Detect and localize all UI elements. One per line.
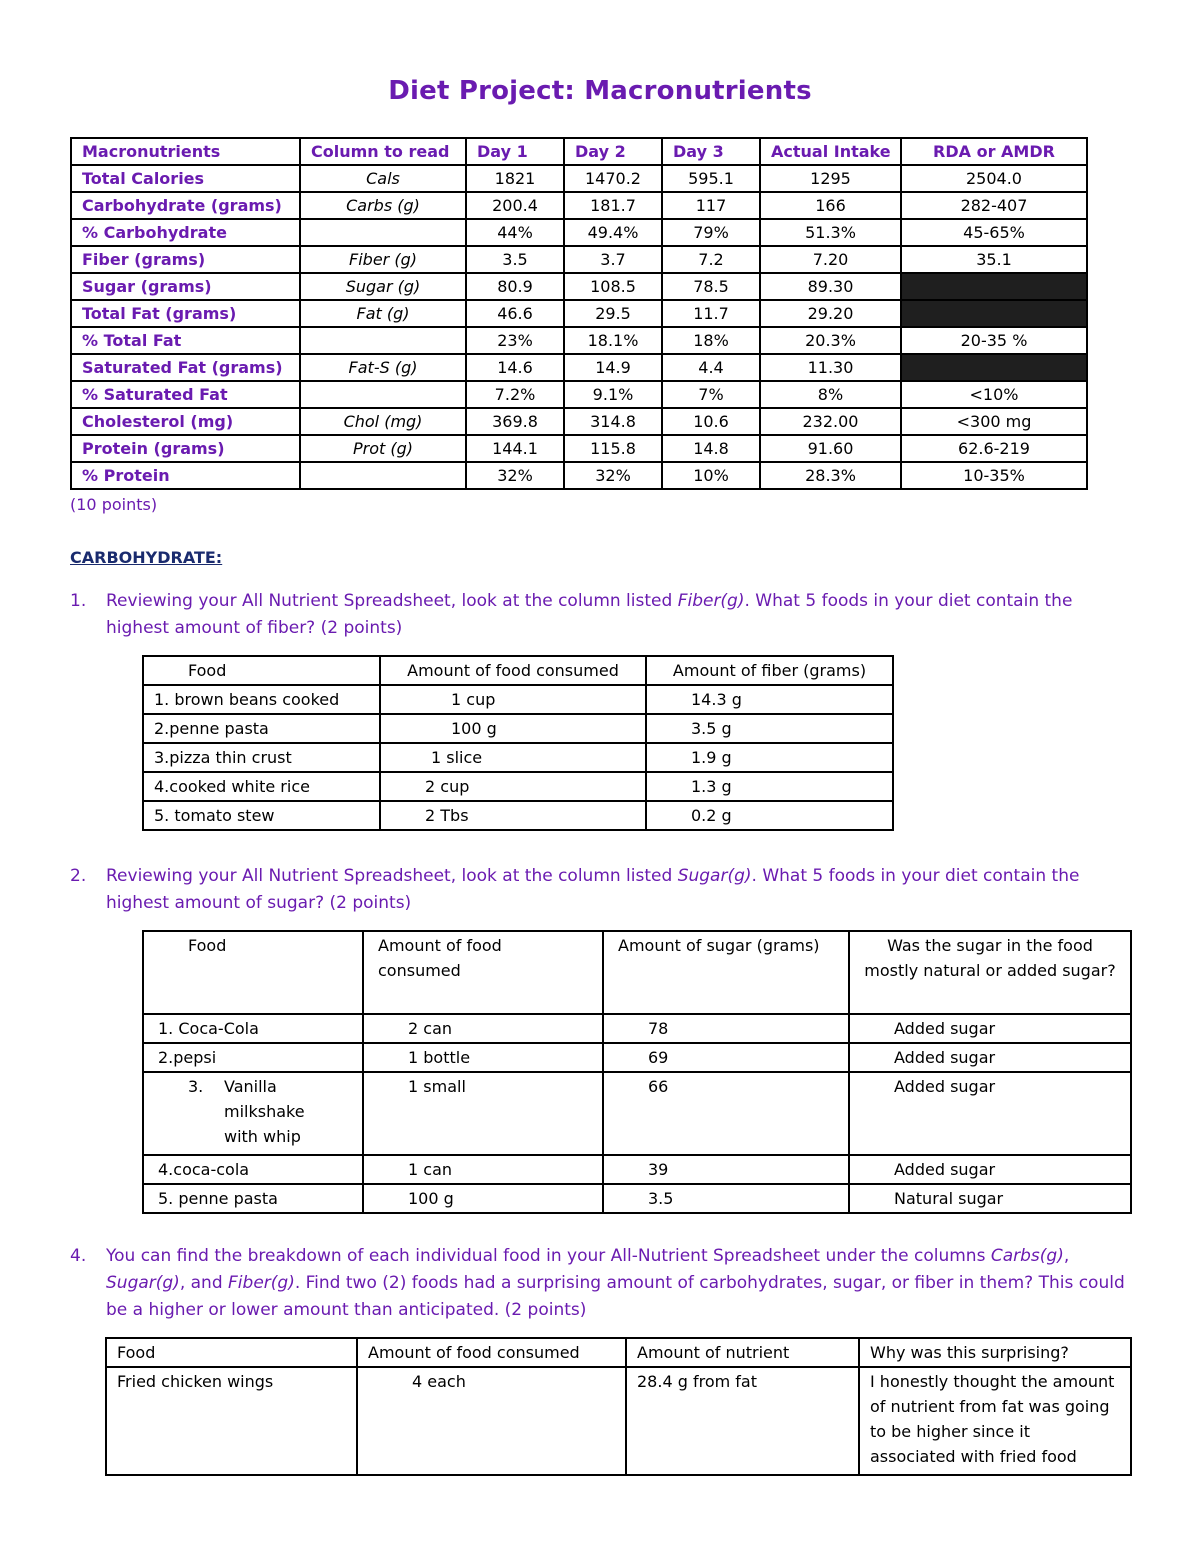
table-row — [143, 685, 893, 714]
rda-cell: 2504.0 — [901, 165, 1087, 192]
row-label: % Total Fat — [71, 327, 300, 354]
table-row — [143, 743, 893, 772]
row-label: % Protein — [71, 462, 300, 489]
header-cell: Food — [143, 931, 363, 1014]
header-cell: Amount of food consumed — [363, 931, 603, 1014]
header-cell: Amount of sugar (grams) — [603, 931, 849, 1014]
table-row — [71, 435, 1087, 462]
header-cell: Amount of food consumed — [380, 656, 646, 685]
row-label: Cholesterol (mg) — [71, 408, 300, 435]
day1-cell: 46.6 — [466, 300, 564, 327]
question-number: 2. — [70, 866, 87, 886]
amount-cell: 4 each — [357, 1367, 626, 1475]
header-cell: Food — [143, 656, 380, 685]
amount-cell: 2 can — [363, 1014, 603, 1043]
fiber-cell: 3.5 g — [646, 714, 893, 743]
header-cell: Food — [106, 1338, 357, 1367]
day3-cell: 7% — [662, 381, 760, 408]
day3-cell: 79% — [662, 219, 760, 246]
day2-cell: 9.1% — [564, 381, 662, 408]
header-cell: Day 1 — [466, 138, 564, 165]
page-title: Diet Project: Macronutrients — [388, 76, 812, 106]
sugar-cell: 3.5 — [603, 1184, 849, 1213]
day3-cell: 78.5 — [662, 273, 760, 300]
sugar-cell: 78 — [603, 1014, 849, 1043]
amount-cell: 100 g — [380, 714, 646, 743]
amount-cell: 1 small — [363, 1072, 603, 1155]
day1-cell: 80.9 — [466, 273, 564, 300]
macronutrients-table — [70, 137, 1088, 490]
fiber-cell: 1.9 g — [646, 743, 893, 772]
day1-cell: 3.5 — [466, 246, 564, 273]
header-cell: Actual Intake — [760, 138, 901, 165]
table-row — [71, 300, 1087, 327]
table-row — [143, 1072, 1131, 1155]
food-cell: 5. penne pasta — [143, 1184, 363, 1213]
header-cell: Amount of food consumed — [357, 1338, 626, 1367]
actual-cell: 20.3% — [760, 327, 901, 354]
table-row — [71, 273, 1087, 300]
sugar-cell: 66 — [603, 1072, 849, 1155]
amount-cell: 1 slice — [380, 743, 646, 772]
section-heading: CARBOHYDRATE: — [70, 548, 223, 567]
day3-cell: 11.7 — [662, 300, 760, 327]
actual-cell: 7.20 — [760, 246, 901, 273]
sugar-cell: 39 — [603, 1155, 849, 1184]
day2-cell: 314.8 — [564, 408, 662, 435]
row-label: Total Calories — [71, 165, 300, 192]
actual-cell: 11.30 — [760, 354, 901, 381]
header-cell: Day 3 — [662, 138, 760, 165]
header-cell: Amount of fiber (grams) — [646, 656, 893, 685]
day2-cell: 115.8 — [564, 435, 662, 462]
points-note: (10 points) — [70, 495, 158, 514]
header-cell: Column to read — [300, 138, 466, 165]
table-row — [143, 772, 893, 801]
day1-cell: 200.4 — [466, 192, 564, 219]
day3-cell: 10.6 — [662, 408, 760, 435]
table-row — [143, 1155, 1131, 1184]
table-row — [71, 354, 1087, 381]
table-header-row — [106, 1338, 1131, 1367]
day1-cell: 144.1 — [466, 435, 564, 462]
food-cell: 1. Coca-Cola — [143, 1014, 363, 1043]
day3-cell: 4.4 — [662, 354, 760, 381]
day2-cell: 3.7 — [564, 246, 662, 273]
column-cell: Chol (mg) — [300, 408, 466, 435]
day1-cell: 32% — [466, 462, 564, 489]
column-cell — [300, 462, 466, 489]
header-cell: Day 2 — [564, 138, 662, 165]
rda-cell-shaded — [901, 300, 1087, 327]
table-row — [71, 219, 1087, 246]
row-label: Carbohydrate (grams) — [71, 192, 300, 219]
type-cell: Added sugar — [849, 1043, 1131, 1072]
day3-cell: 595.1 — [662, 165, 760, 192]
day2-cell: 181.7 — [564, 192, 662, 219]
header-cell: Macronutrients — [71, 138, 300, 165]
food-cell — [143, 1072, 363, 1155]
food-cell: 2.pepsi — [143, 1043, 363, 1072]
food-cell: 5. tomato stew — [143, 801, 380, 830]
rda-cell: <300 mg — [901, 408, 1087, 435]
day1-cell: 23% — [466, 327, 564, 354]
column-cell — [300, 219, 466, 246]
day3-cell: 117 — [662, 192, 760, 219]
question-number: 4. — [70, 1246, 87, 1266]
day2-cell: 14.9 — [564, 354, 662, 381]
nutrient-cell: 28.4 g from fat — [626, 1367, 859, 1475]
column-cell: Carbs (g) — [300, 192, 466, 219]
question-number: 1. — [70, 591, 87, 611]
amount-cell: 2 cup — [380, 772, 646, 801]
table-row — [71, 408, 1087, 435]
column-cell: Cals — [300, 165, 466, 192]
rda-cell: 62.6-219 — [901, 435, 1087, 462]
day3-cell: 14.8 — [662, 435, 760, 462]
rda-cell-shaded — [901, 354, 1087, 381]
row-label: Total Fat (grams) — [71, 300, 300, 327]
fiber-table — [142, 655, 894, 831]
table-row — [71, 246, 1087, 273]
actual-cell: 1295 — [760, 165, 901, 192]
rda-cell: 45-65% — [901, 219, 1087, 246]
table-row — [106, 1367, 1131, 1475]
amount-cell: 1 can — [363, 1155, 603, 1184]
table-header-row — [143, 656, 893, 685]
rda-cell-shaded — [901, 273, 1087, 300]
table-row — [71, 192, 1087, 219]
column-cell: Prot (g) — [300, 435, 466, 462]
day2-cell: 108.5 — [564, 273, 662, 300]
surprise-table — [105, 1337, 1132, 1476]
rda-cell: 35.1 — [901, 246, 1087, 273]
fiber-cell: 1.3 g — [646, 772, 893, 801]
table-row — [143, 1043, 1131, 1072]
table-row — [71, 165, 1087, 192]
question-4 — [70, 1243, 1140, 1324]
question-text: You can find the breakdown of each individual food in your All-Nutrient Spreadsheet under the columns Carbs(g), Sugar(g), and Fiber(g). Find two (2) foods had a surprising amount of carbohydrates, sugar, or fiber in them? This could be a higher or lower amount than anticipated. (2 points) — [106, 1246, 1125, 1320]
actual-cell: 28.3% — [760, 462, 901, 489]
question-text: Reviewing your All Nutrient Spreadsheet, look at the column listed Fiber(g). What 5 foods in your diet contain the highest amount of fiber? (2 points) — [106, 591, 1073, 638]
reason-cell: I honestly thought the amount of nutrient from fat was going to be higher since it associated with fried food — [859, 1367, 1131, 1475]
day2-cell: 29.5 — [564, 300, 662, 327]
sugar-cell: 69 — [603, 1043, 849, 1072]
day3-cell: 7.2 — [662, 246, 760, 273]
actual-cell: 91.60 — [760, 435, 901, 462]
row-label: % Carbohydrate — [71, 219, 300, 246]
table-row — [143, 801, 893, 830]
amount-cell: 1 bottle — [363, 1043, 603, 1072]
amount-cell: 2 Tbs — [380, 801, 646, 830]
food-cell: 4.coca-cola — [143, 1155, 363, 1184]
food-cell: 4.cooked white rice — [143, 772, 380, 801]
day1-cell: 1821 — [466, 165, 564, 192]
table-header-row — [71, 138, 1087, 165]
column-cell: Fat-S (g) — [300, 354, 466, 381]
actual-cell: 51.3% — [760, 219, 901, 246]
rda-cell: 20-35 % — [901, 327, 1087, 354]
table-row — [71, 462, 1087, 489]
list-number: 3. — [188, 1077, 204, 1096]
column-cell — [300, 381, 466, 408]
header-cell: Why was this surprising? — [859, 1338, 1131, 1367]
actual-cell: 166 — [760, 192, 901, 219]
type-cell: Added sugar — [849, 1072, 1131, 1155]
day1-cell: 44% — [466, 219, 564, 246]
food-cell: 1. brown beans cooked — [143, 685, 380, 714]
actual-cell: 232.00 — [760, 408, 901, 435]
actual-cell: 29.20 — [760, 300, 901, 327]
table-row — [143, 1184, 1131, 1213]
type-cell: Natural sugar — [849, 1184, 1131, 1213]
day2-cell: 32% — [564, 462, 662, 489]
question-2 — [70, 863, 1140, 917]
rda-cell: 10-35% — [901, 462, 1087, 489]
food-name: Vanilla milkshake with whip — [224, 1077, 305, 1146]
day2-cell: 1470.2 — [564, 165, 662, 192]
column-cell: Fiber (g) — [300, 246, 466, 273]
day3-cell: 18% — [662, 327, 760, 354]
rda-cell: 282-407 — [901, 192, 1087, 219]
table-row — [71, 327, 1087, 354]
row-label: Saturated Fat (grams) — [71, 354, 300, 381]
table-header-row — [143, 931, 1131, 1014]
food-cell: 2.penne pasta — [143, 714, 380, 743]
rda-cell: <10% — [901, 381, 1087, 408]
table-row — [143, 1014, 1131, 1043]
row-label: Protein (grams) — [71, 435, 300, 462]
food-cell: 3.pizza thin crust — [143, 743, 380, 772]
row-label: Fiber (grams) — [71, 246, 300, 273]
question-text: Reviewing your All Nutrient Spreadsheet, look at the column listed Sugar(g). What 5 foods in your diet contain the highest amount of sugar? (2 points) — [106, 866, 1080, 913]
fiber-cell: 0.2 g — [646, 801, 893, 830]
header-cell: Was the sugar in the food mostly natural or added sugar? — [849, 931, 1131, 1014]
row-label: % Saturated Fat — [71, 381, 300, 408]
column-cell: Fat (g) — [300, 300, 466, 327]
food-cell: Fried chicken wings — [106, 1367, 357, 1475]
day1-cell: 14.6 — [466, 354, 564, 381]
table-row — [71, 381, 1087, 408]
sugar-table — [142, 930, 1132, 1214]
day1-cell: 7.2% — [466, 381, 564, 408]
actual-cell: 89.30 — [760, 273, 901, 300]
column-cell: Sugar (g) — [300, 273, 466, 300]
type-cell: Added sugar — [849, 1014, 1131, 1043]
amount-cell: 100 g — [363, 1184, 603, 1213]
row-label: Sugar (grams) — [71, 273, 300, 300]
column-cell — [300, 327, 466, 354]
table-row — [143, 714, 893, 743]
question-1 — [70, 588, 1140, 642]
type-cell: Added sugar — [849, 1155, 1131, 1184]
actual-cell: 8% — [760, 381, 901, 408]
amount-cell: 1 cup — [380, 685, 646, 714]
header-cell: RDA or AMDR — [901, 138, 1087, 165]
day2-cell: 18.1% — [564, 327, 662, 354]
day1-cell: 369.8 — [466, 408, 564, 435]
day2-cell: 49.4% — [564, 219, 662, 246]
fiber-cell: 14.3 g — [646, 685, 893, 714]
header-cell: Amount of nutrient — [626, 1338, 859, 1367]
day3-cell: 10% — [662, 462, 760, 489]
